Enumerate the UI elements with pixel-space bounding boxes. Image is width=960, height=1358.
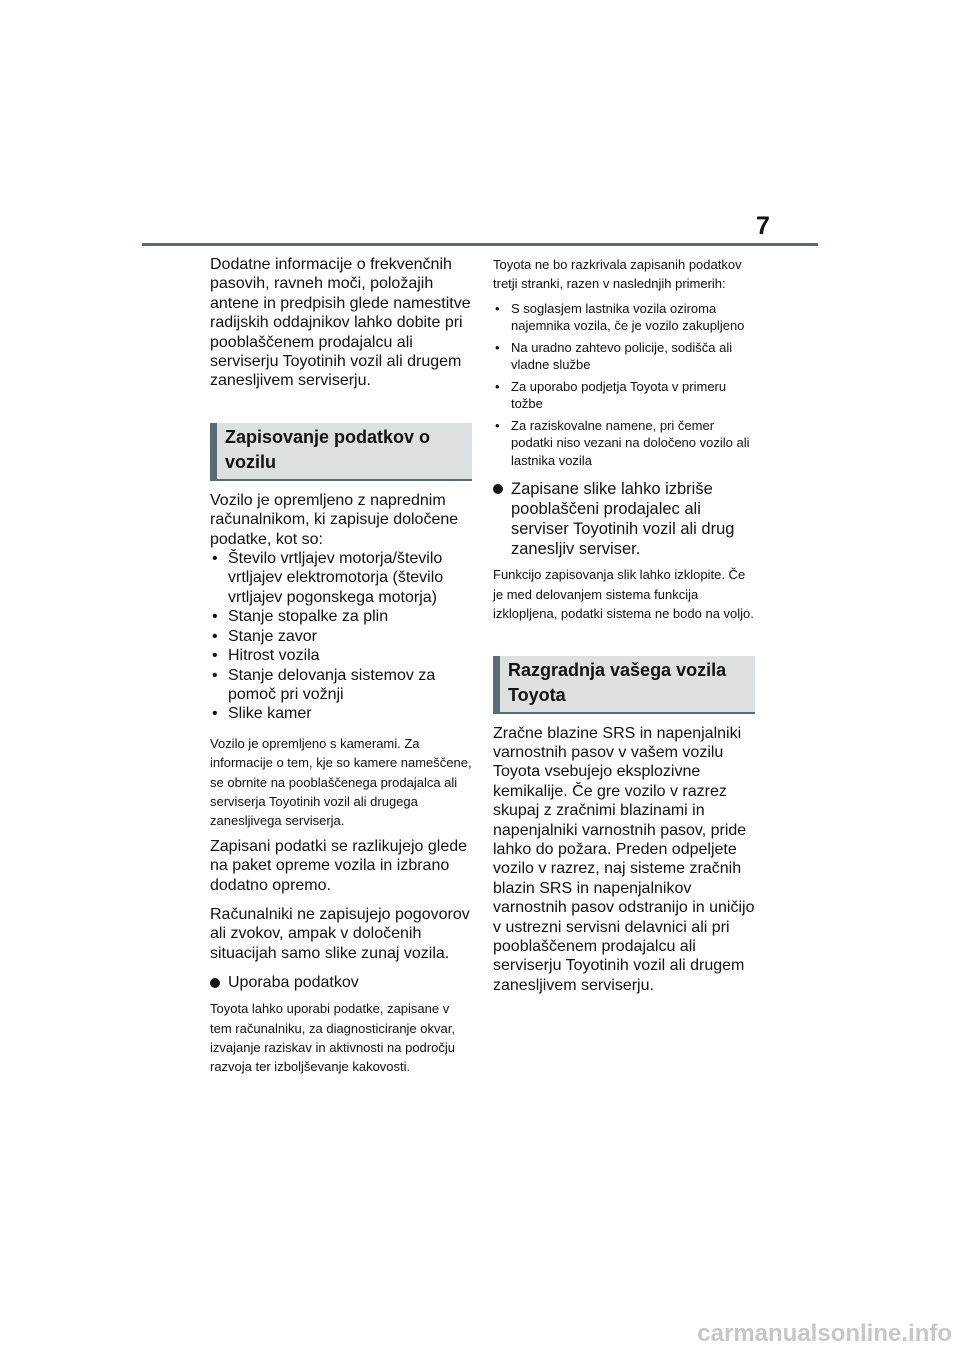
list-item: • Število vrtljajev motorja/število vrtljajev elektromotorja (število vrtljajev pogonskega motorja) xyxy=(210,549,472,607)
list-item: • S soglasjem lastnika vozila oziroma najemnika vozila, če je vozilo zakupljeno xyxy=(493,300,755,335)
list-item: • Stanje zavor xyxy=(210,627,472,646)
no-audio-paragraph: Računalniki ne zapisujejo pogovorov ali zvokov, ampak v določenih situacijah samo slike zunaj vozila. xyxy=(210,905,470,962)
list-item: • Hitrost vozila xyxy=(210,646,472,665)
list-item: • Za uporabo podjetja Toyota v primeru tožbe xyxy=(493,378,755,413)
page-number: 7 xyxy=(756,212,770,240)
list-item: • Slike kamer xyxy=(210,704,472,723)
data-usage-text: Toyota lahko uporabi podatke, zapisane v tem računalniku, za diagnosticiranje okvar, izvajanje raziskav in aktivnosti na področju razvoja ter izboljševanje kakovosti. xyxy=(210,1001,455,1075)
image-deletion-label: Zapisane slike lahko izbriše pooblaščeni prodajalec ali serviser Toyotinih vozil ali drug zanesljiv serviser. xyxy=(511,480,735,559)
bullet-dot-icon xyxy=(493,484,503,494)
right-column xyxy=(493,255,755,1005)
scrapping-paragraph: Zračne blazine SRS in napenjalniki varnostnih pasov v vašem vozilu Toyota vsebujejo eksplozivne kemikalije. Če gre vozilo v razrez skupaj z zračnimi blazinami in napenjalniki varnostnih pasov, pride lahko do požara. Preden odpeljete vozilo v razrez, naj sisteme zračnih blazin SRS in napenjalnikov varnostnih pasov odstranijo in uničijo v ustrezni servisni delavnici ali pri pooblaščenem prodajalcu ali serviserju Toyotinih vozil ali drugem zanesljivem serviserju. xyxy=(493,724,755,994)
section-heading-data-recording: Zapisovanje podatkov o vozilu xyxy=(210,423,472,481)
recording-intro: Vozilo je opremljeno z naprednim računalnikom, ki zapisuje določene podatke, kot so: xyxy=(210,491,459,548)
image-deletion-heading xyxy=(493,479,755,559)
data-usage-heading xyxy=(210,973,472,993)
disclosure-intro: Toyota ne bo razkrivala zapisanih podatkov tretji stranki, razen v naslednjih primerih: xyxy=(493,257,742,292)
disclosure-list xyxy=(493,300,755,470)
list-item: • Na uradno zahtevo policije, sodišča ali vladne službe xyxy=(493,339,755,374)
data-usage-label: Uporaba podatkov xyxy=(228,974,359,992)
bullet-dot-icon xyxy=(210,978,220,988)
header-rule xyxy=(142,243,818,246)
list-item: • Za raziskovalne namene, pri čemer podatki niso vezani na določeno vozilo ali lastnika vozila xyxy=(493,417,755,470)
radio-info-paragraph: Dodatne informacije o frekvenčnih pasovih, ravneh moči, položajih antene in predpisih glede namestitve radijskih oddajnikov lahko dobite pri pooblaščenem prodajalcu ali serviserju Toyotinih vozil ali drugem zanesljivem serviserju. xyxy=(210,256,471,390)
watermark: carmanualsonline.info xyxy=(697,1320,952,1347)
camera-note: Vozilo je opremljeno s kamerami. Za informacije o tem, kje so kamere nameščene, se obrnite na pooblaščenega prodajalca ali serviserja Toyotinih vozil ali drugega zanesljivega serviserja. xyxy=(210,735,472,829)
list-item: • Stanje delovanja sistemov za pomoč pri vožnji xyxy=(210,666,472,705)
image-recording-text: Funkcijo zapisovanja slik lahko izklopite. Če je med delovanjem sistema funkcija izklopljena, podatki sistema ne bodo na voljo. xyxy=(493,567,754,622)
left-column xyxy=(210,255,472,1083)
list-item: • Stanje stopalke za plin xyxy=(210,607,472,626)
recorded-data-paragraph: Zapisani podatki se razlikujejo glede na paket opreme vozila in izbrano dodatno opremo. xyxy=(210,837,468,894)
recorded-data-list xyxy=(210,549,472,724)
section-heading-scrapping: Razgradnja vašega vozila Toyota xyxy=(493,656,755,714)
